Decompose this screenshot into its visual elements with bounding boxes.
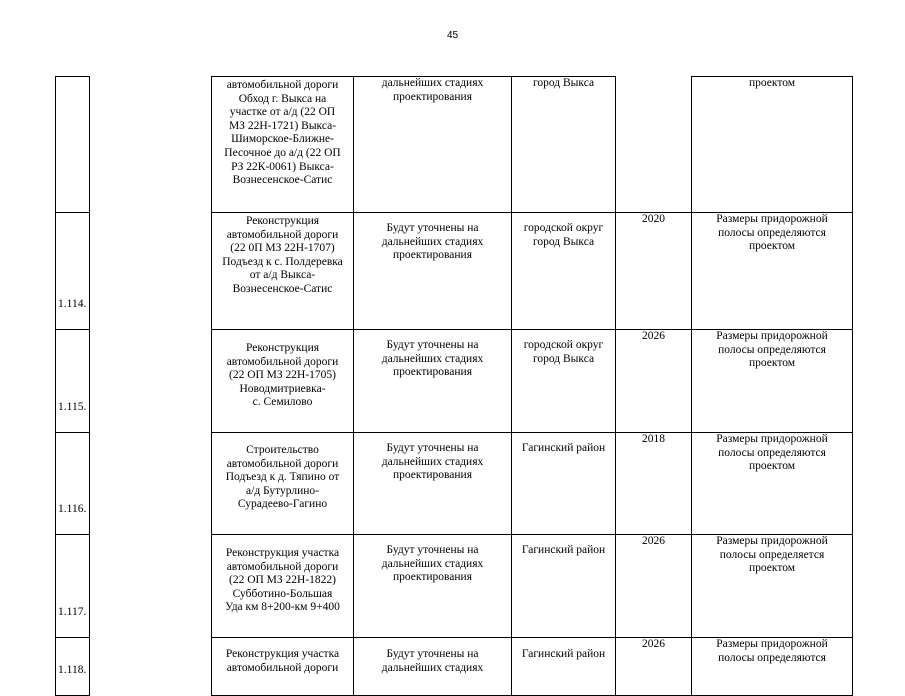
note-cell: [692, 535, 853, 638]
note-cell: [692, 433, 853, 535]
location-line: Гагинский район: [521, 442, 606, 454]
object-name-cell: [212, 330, 354, 433]
location-cell: [512, 535, 616, 638]
area-cell: [354, 330, 512, 433]
note-line: проектом: [748, 460, 796, 473]
year-cell: 2026: [616, 535, 692, 638]
object-name-line: от а/д Выкса-: [249, 269, 316, 282]
area-line: дальнейших стадиях: [381, 455, 484, 468]
area-line: проектирования: [393, 469, 472, 482]
note-line: проектом: [748, 357, 796, 370]
object-name-line: автомобильной дороги: [226, 457, 339, 470]
row-number-cell: 1.117.: [56, 535, 90, 638]
object-name-line: (22 0П МЗ 22Н-1707): [230, 242, 335, 255]
note-cell: [692, 330, 853, 433]
location-cell: [512, 330, 616, 433]
object-name-line: автомобильной дороги: [226, 661, 339, 674]
year-cell: 2026: [616, 638, 692, 696]
object-name-line: автомобильной дороги: [226, 79, 339, 91]
object-name-line: Реконструкция участка: [225, 648, 340, 660]
location-line: город Выкса: [532, 235, 595, 248]
note-line: полосы определяются: [718, 343, 826, 356]
object-name-line: Шиморское-Ближне-: [231, 133, 334, 146]
year-cell: [616, 77, 692, 213]
location-line: городской округ: [523, 339, 604, 351]
year-cell: 2026: [616, 330, 692, 433]
object-name-cell: [212, 535, 354, 638]
object-name-line: (22 ОП МЗ 22Н-1705): [228, 369, 336, 382]
object-name-cell: [212, 638, 354, 696]
object-name-line: Вознесенское-Сатис: [232, 174, 333, 187]
area-cell: [354, 77, 512, 213]
area-line: Будут уточнены на: [386, 442, 479, 454]
year-cell: 2020: [616, 213, 692, 330]
table-row: [56, 77, 853, 213]
location-line: Гагинский район: [521, 544, 606, 556]
note-line: проектом: [748, 562, 796, 575]
location-line: городской округ: [523, 222, 604, 234]
object-name-line: автомобильной дороги: [226, 228, 339, 241]
area-line: дальнейших стадиях: [381, 235, 484, 248]
row-number-cell: [56, 77, 90, 213]
object-name-line: Уда км 8+200-км 9+400: [225, 601, 340, 614]
area-line: дальнейших стадиях: [381, 661, 484, 674]
object-name-line: Реконструкция: [245, 342, 320, 354]
area-cell: [354, 433, 512, 535]
row-number-cell: 1.115.: [56, 330, 90, 433]
area-line: Будут уточнены на: [386, 544, 479, 556]
row-number-cell: 1.118.: [56, 638, 90, 696]
area-cell: [354, 638, 512, 696]
location-cell: [512, 638, 616, 696]
area-line: дальнейших стадиях: [381, 557, 484, 570]
object-name-cell: [212, 213, 354, 330]
note-line: полосы определяются: [718, 446, 826, 459]
area-cell: [354, 535, 512, 638]
object-name-cell: [212, 77, 354, 213]
note-line: Размеры придорожной: [716, 330, 828, 342]
location-cell: [512, 213, 616, 330]
area-cell: [354, 213, 512, 330]
area-line: дальнейших стадиях: [381, 352, 484, 365]
note-cell: [692, 213, 853, 330]
note-line: проектом: [748, 240, 796, 253]
location-line: Гагинский район: [521, 648, 606, 660]
object-name-line: Новодмитриевка-: [239, 382, 326, 395]
page-number: 45: [446, 30, 459, 41]
object-name-line: Строительство: [246, 444, 319, 456]
note-line: полосы определяется: [719, 548, 825, 561]
location-cell: [512, 433, 616, 535]
object-name-line: Подъезд к д. Тяпино от: [225, 471, 340, 484]
object-name-line: Реконструкция: [245, 215, 320, 227]
object-name-line: РЗ 22К-0061) Выкса-: [231, 160, 334, 173]
object-name-line: автомобильной дороги: [226, 560, 339, 573]
note-line: Размеры придорожной: [716, 535, 828, 547]
object-name-line: а/д Бутурлино-: [246, 484, 319, 497]
note-line: полосы определяются: [718, 651, 826, 664]
note-cell: [692, 638, 853, 696]
area-line: проектирования: [393, 366, 472, 379]
object-name-line: Обход г. Выкса на: [238, 92, 327, 105]
area-line: дальнейших стадиях: [381, 77, 484, 89]
object-name-line: (22 ОП МЗ 22Н-1822): [228, 574, 336, 587]
object-name-line: автомобильной дороги: [226, 355, 339, 368]
row-number-cell: 1.114.: [56, 213, 90, 330]
note-line: полосы определяются: [718, 226, 826, 239]
object-name-line: Реконструкция участка: [225, 547, 340, 559]
object-name-line: Субботино-Большая: [232, 587, 333, 600]
object-name-line: МЗ 22Н-1721) Выкса-: [228, 119, 337, 132]
area-line: Будут уточнены на: [386, 339, 479, 351]
object-name-cell: [212, 433, 354, 535]
object-name-line: Сурадеево-Гагино: [237, 498, 328, 511]
area-line: Будут уточнены на: [386, 648, 479, 660]
object-name-line: Подъезд к с. Полдеревка: [222, 255, 343, 268]
note-line: Размеры придорожной: [716, 213, 828, 225]
note-line: Размеры придорожной: [716, 433, 828, 445]
object-name-line: Вознесенское-Сатис: [232, 282, 333, 295]
note-cell: [692, 77, 853, 213]
year-cell: 2018: [616, 433, 692, 535]
note-line: Размеры придорожной: [716, 638, 828, 650]
location-line: город Выкса: [532, 77, 595, 89]
objects-table: [55, 76, 853, 696]
area-line: Будут уточнены на: [386, 222, 479, 234]
row-number-cell: 1.116.: [56, 433, 90, 535]
object-name-line: с. Семилово: [252, 396, 313, 409]
location-cell: [512, 77, 616, 213]
note-line: проектом: [748, 77, 796, 89]
object-name-line: участке от а/д (22 ОП: [229, 106, 336, 119]
object-name-line: Песочное до а/д (22 ОП: [224, 146, 341, 159]
blank-column-cell: [90, 77, 212, 696]
area-line: проектирования: [393, 90, 472, 103]
area-line: проектирования: [393, 571, 472, 584]
area-line: проектирования: [393, 249, 472, 262]
location-line: город Выкса: [532, 352, 595, 365]
